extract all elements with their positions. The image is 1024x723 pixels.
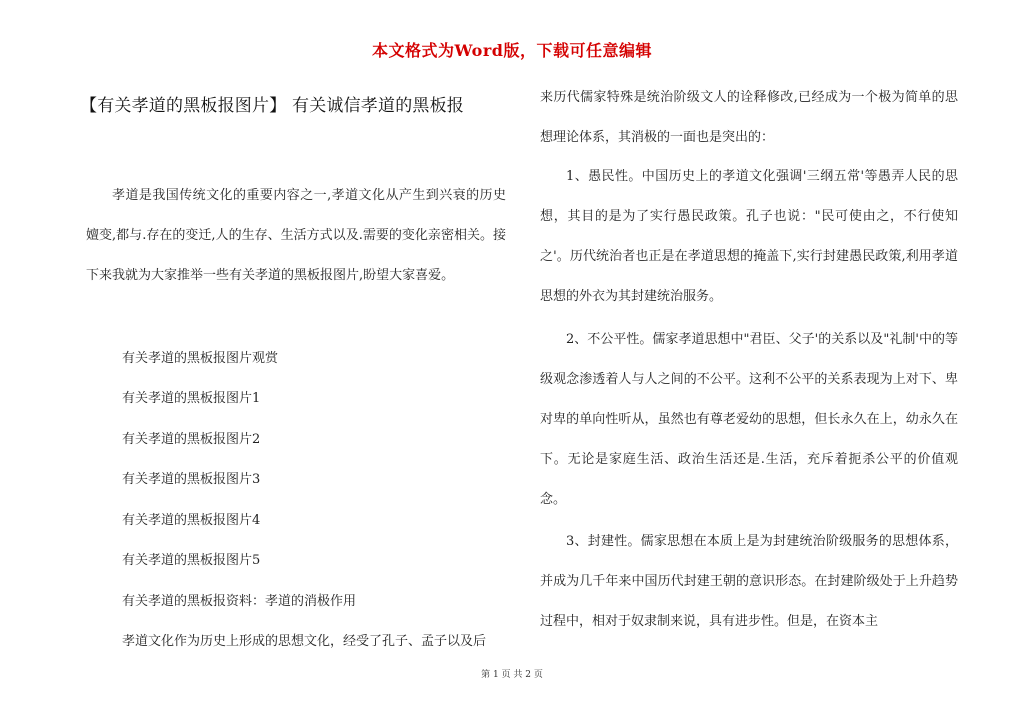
list-item: 有关孝道的黑板报图片4: [122, 513, 261, 528]
list-item: 有关孝道的黑板报图片观赏: [122, 351, 279, 366]
paragraph-point-1: 1、愚民性。中国历史上的孝道文化强调'三纲五常'等愚弄人民的思想，其目的是为了实行愚民政策。孔子也说："民可使由之，不行使知之'。历代统治者也正是在孝道思想的掩盖下,实行封建愚民政策,利用孝道思想的外衣为其封建统治服务。: [540, 169, 958, 304]
page-title: 【有关孝道的黑板报图片】 有关诚信孝道的黑板报: [80, 96, 465, 116]
list-item: 有关孝道的黑板报图片1: [122, 391, 261, 406]
document-banner: 本文格式为Word版，下载可任意编辑: [372, 41, 652, 60]
page-number: 第 1 页 共 2 页: [481, 670, 543, 680]
paragraph-point-3: 3、封建性。儒家思想在本质上是为封建统治阶级服务的思想体系，并成为几千年来中国历代封建王朝的意识形态。在封建阶级处于上升趋势过程中，相对于奴隶制来说，具有进步性。但是，在资本主: [540, 534, 958, 629]
paragraph-start: 孝道文化作为历史上形成的思想文化，经受了孔子、孟子以及后: [122, 634, 487, 649]
list-item: 有关孝道的黑板报资料：孝道的消极作用: [122, 594, 357, 609]
list-item: 有关孝道的黑板报图片2: [122, 432, 261, 447]
list-item: 有关孝道的黑板报图片5: [122, 553, 261, 568]
paragraph-point-2: 2、不公平性。儒家孝道思想中"君臣、父子'的关系以及"礼制'中的等级观念渗透着人与人之间的不公平。这利不公平的关系表现为上对下、卑对卑的单向性听从，虽然也有尊老爱幼的思想，但长永久在上，幼永久在下。无论是家庭生活、政治生活还是.生活，充斥着扼杀公平的价值观念。: [540, 332, 958, 507]
list-item: 有关孝道的黑板报图片3: [122, 472, 261, 487]
paragraph-continued: 来历代儒家特殊是统治阶级文人的诠释修改,已经成为一个极为简单的思想理论体系，其消极的一面也是突出的：: [540, 90, 958, 145]
intro-paragraph: 孝道是我国传统文化的重要内容之一,孝道文化从产生到兴衰的历史嬗变,都与.存在的变迁,人的生存、生活方式以及.需要的变化亲密相关。接下来我就为大家推举一些有关孝道的黑板报图片,盼望大家喜爱。: [86, 188, 506, 283]
